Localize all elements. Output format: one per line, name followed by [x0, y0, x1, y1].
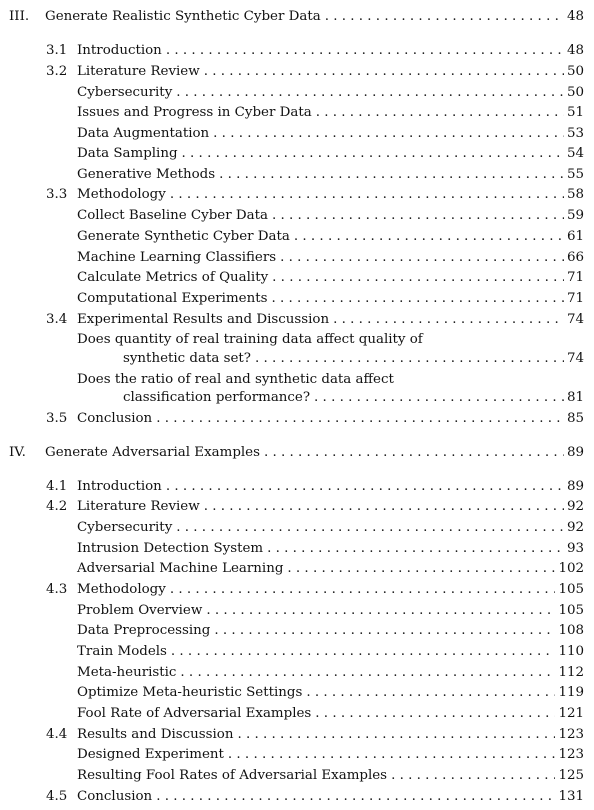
leader-dots	[271, 290, 564, 307]
subsection-line	[77, 767, 584, 784]
section-line	[77, 311, 584, 328]
subsection-page-number: 59	[566, 208, 584, 223]
subsection-title: Meta-heuristic	[77, 665, 177, 680]
subsection-page-number: 93	[566, 541, 584, 556]
subsection-line	[77, 269, 584, 286]
subsection-line	[77, 746, 584, 763]
subsection-page-number: 81	[566, 390, 584, 405]
subsection-page-number: 125	[558, 768, 584, 783]
subsection-entry	[0, 705, 594, 722]
section-entry	[0, 311, 594, 328]
section-line	[77, 788, 584, 805]
section-line	[77, 410, 584, 427]
leader-dots	[272, 207, 564, 224]
subsection-page-number: 71	[566, 291, 584, 306]
leader-dots	[306, 684, 555, 701]
section-line	[77, 63, 584, 80]
subsection-entry	[0, 207, 594, 224]
section-page-number: 85	[566, 411, 584, 426]
subsection-page-number: 51	[566, 105, 584, 120]
chapter-line	[45, 444, 584, 461]
subsection-line	[77, 684, 584, 701]
leader-dots	[182, 145, 564, 162]
section-page-number: 58	[566, 187, 584, 202]
subsection-line	[77, 84, 584, 101]
subsection-line	[77, 540, 584, 557]
leader-dots	[314, 389, 564, 406]
section-entry	[0, 788, 594, 805]
subsection-title: Generate Synthetic Cyber Data	[77, 229, 290, 244]
subsection-line	[77, 705, 584, 722]
section-title: Results and Discussion	[77, 727, 234, 742]
subsection-title: Cybersecurity	[77, 85, 173, 100]
subsection-title-first-line: Does quantity of real training data affect quality of	[77, 332, 423, 347]
leader-dots	[213, 125, 564, 142]
subsection-title: Optimize Meta-heuristic Settings	[77, 685, 303, 700]
subsection-page-number: 123	[558, 747, 584, 762]
subsection-title: Train Models	[77, 644, 167, 659]
section-entry	[0, 63, 594, 80]
leader-dots	[166, 42, 564, 59]
subsection-title: Adversarial Machine Learning	[77, 561, 284, 576]
subsection-entry	[0, 560, 594, 577]
leader-dots	[333, 311, 564, 328]
subsection-line	[77, 643, 584, 660]
section-title: Introduction	[77, 43, 162, 58]
subsection-title: Calculate Metrics of Quality	[77, 270, 269, 285]
section-number: 4.2	[46, 499, 68, 514]
leader-dots	[171, 643, 556, 660]
subsection-page-number: 102	[558, 561, 584, 576]
subsection-line	[77, 249, 584, 266]
subsection-line	[77, 145, 584, 162]
subsection-title: Generative Methods	[77, 167, 216, 182]
leader-dots	[255, 350, 564, 367]
subsection-title: Problem Overview	[77, 603, 203, 618]
subsection-entry	[0, 145, 594, 162]
section-number: 4.3	[46, 582, 68, 597]
subsection-entry	[0, 746, 594, 763]
leader-dots	[272, 269, 564, 286]
subsection-entry	[0, 767, 594, 784]
section-entry	[0, 410, 594, 427]
section-entry	[0, 498, 594, 515]
subsection-entry	[0, 602, 594, 619]
subsection-page-number: 71	[566, 270, 584, 285]
section-line	[77, 186, 584, 203]
section-line	[77, 498, 584, 515]
leader-dots	[237, 726, 555, 743]
leader-dots	[315, 705, 555, 722]
leader-dots	[156, 788, 555, 805]
subsection-page-number: 112	[558, 665, 584, 680]
section-number: 3.2	[46, 64, 68, 79]
subsection-title: Machine Learning Classifiers	[77, 250, 277, 265]
leader-dots	[214, 622, 555, 639]
subsection-entry	[0, 290, 594, 307]
subsection-title: Fool Rate of Adversarial Examples	[77, 706, 312, 721]
section-page-number: 92	[566, 499, 584, 514]
subsection-title: Collect Baseline Cyber Data	[77, 208, 268, 223]
section-title: Conclusion	[77, 411, 153, 426]
leader-dots	[176, 519, 564, 536]
chapter-page-number: 89	[566, 445, 584, 460]
chapter-entry	[0, 444, 594, 461]
leader-dots	[166, 478, 564, 495]
leader-dots	[294, 228, 564, 245]
section-page-number: 48	[566, 43, 584, 58]
subsection-entry	[0, 664, 594, 681]
subsection-entry-first-line	[0, 331, 594, 348]
subsection-line	[77, 622, 584, 639]
chapter-page-number: 48	[566, 9, 584, 24]
subsection-page-number: 119	[558, 685, 584, 700]
subsection-title: classification performance?	[123, 390, 311, 405]
section-page-number: 123	[558, 727, 584, 742]
section-title: Experimental Results and Discussion	[77, 312, 330, 327]
section-number: 3.5	[46, 411, 68, 426]
subsection-page-number: 92	[566, 520, 584, 535]
section-title: Conclusion	[77, 789, 153, 804]
subsection-title: Cybersecurity	[77, 520, 173, 535]
subsection-entry-first-line	[0, 371, 594, 388]
section-number: 4.5	[46, 789, 68, 804]
leader-dots	[391, 767, 555, 784]
subsection-entry-continuation	[0, 350, 594, 367]
subsection-entry	[0, 684, 594, 701]
section-title: Literature Review	[77, 499, 200, 514]
subsection-entry	[0, 84, 594, 101]
section-page-number: 50	[566, 64, 584, 79]
section-entry	[0, 726, 594, 743]
leader-dots	[280, 249, 564, 266]
subsection-line	[77, 664, 584, 681]
subsection-page-number: 110	[558, 644, 584, 659]
subsection-title-first-line: Does the ratio of real and synthetic data affect	[77, 372, 394, 387]
subsection-line	[77, 228, 584, 245]
section-title: Introduction	[77, 479, 162, 494]
leader-dots	[204, 63, 564, 80]
subsection-page-number: 55	[566, 167, 584, 182]
subsection-entry	[0, 269, 594, 286]
section-entry	[0, 478, 594, 495]
subsection-entry-continuation	[0, 389, 594, 406]
subsection-entry	[0, 540, 594, 557]
section-number: 4.4	[46, 727, 68, 742]
subsection-line	[77, 602, 584, 619]
section-title: Literature Review	[77, 64, 200, 79]
subsection-page-number: 105	[558, 603, 584, 618]
subsection-line	[77, 166, 584, 183]
subsection-title: Data Preprocessing	[77, 623, 211, 638]
section-number: 3.3	[46, 187, 68, 202]
subsection-page-number: 50	[566, 85, 584, 100]
subsection-title: Data Augmentation	[77, 126, 210, 141]
subsection-entry	[0, 519, 594, 536]
section-line	[77, 478, 584, 495]
leader-dots	[228, 746, 556, 763]
subsection-entry	[0, 228, 594, 245]
subsection-title: Data Sampling	[77, 146, 178, 161]
subsection-title: Intrusion Detection System	[77, 541, 264, 556]
subsection-entry	[0, 249, 594, 266]
chapter-number: III.	[9, 9, 30, 24]
section-page-number: 131	[558, 789, 584, 804]
subsection-line	[77, 125, 584, 142]
chapter-line	[45, 8, 584, 25]
subsection-page-number: 53	[566, 126, 584, 141]
subsection-line	[77, 207, 584, 224]
section-number: 3.1	[46, 43, 68, 58]
section-number: 4.1	[46, 479, 68, 494]
leader-dots	[325, 8, 564, 25]
subsection-entry	[0, 166, 594, 183]
section-page-number: 105	[558, 582, 584, 597]
subsection-title: Resulting Fool Rates of Adversarial Examples	[77, 768, 388, 783]
leader-dots	[219, 166, 564, 183]
chapter-title: Generate Realistic Synthetic Cyber Data	[45, 9, 321, 24]
leader-dots	[180, 664, 555, 681]
subsection-line	[77, 560, 584, 577]
subsection-page-number: 66	[566, 250, 584, 265]
section-title: Methodology	[77, 582, 166, 597]
section-page-number: 74	[566, 312, 584, 327]
section-number: 3.4	[46, 312, 68, 327]
subsection-line	[123, 389, 584, 406]
subsection-line	[77, 104, 584, 121]
leader-dots	[170, 581, 556, 598]
chapter-number: IV.	[9, 445, 26, 460]
subsection-line	[123, 350, 584, 367]
subsection-page-number: 121	[558, 706, 584, 721]
subsection-line	[77, 519, 584, 536]
chapter-entry	[0, 8, 594, 25]
subsection-title: Issues and Progress in Cyber Data	[77, 105, 312, 120]
leader-dots	[176, 84, 564, 101]
subsection-entry	[0, 643, 594, 660]
section-title: Methodology	[77, 187, 166, 202]
subsection-page-number: 108	[558, 623, 584, 638]
subsection-entry	[0, 125, 594, 142]
chapter-title: Generate Adversarial Examples	[45, 445, 260, 460]
leader-dots	[170, 186, 564, 203]
leader-dots	[287, 560, 555, 577]
leader-dots	[316, 104, 564, 121]
subsection-page-number: 61	[566, 229, 584, 244]
section-line	[77, 581, 584, 598]
subsection-title: Computational Experiments	[77, 291, 268, 306]
subsection-entry	[0, 104, 594, 121]
leader-dots	[204, 498, 564, 515]
leader-dots	[206, 602, 555, 619]
leader-dots	[267, 540, 564, 557]
subsection-page-number: 74	[566, 351, 584, 366]
subsection-title: Designed Experiment	[77, 747, 224, 762]
subsection-title: synthetic data set?	[123, 351, 251, 366]
leader-dots	[156, 410, 564, 427]
section-entry	[0, 42, 594, 59]
subsection-page-number: 54	[566, 146, 584, 161]
section-entry	[0, 186, 594, 203]
leader-dots	[264, 444, 564, 461]
section-page-number: 89	[566, 479, 584, 494]
subsection-entry	[0, 622, 594, 639]
subsection-line	[77, 290, 584, 307]
section-line	[77, 42, 584, 59]
section-line	[77, 726, 584, 743]
section-entry	[0, 581, 594, 598]
